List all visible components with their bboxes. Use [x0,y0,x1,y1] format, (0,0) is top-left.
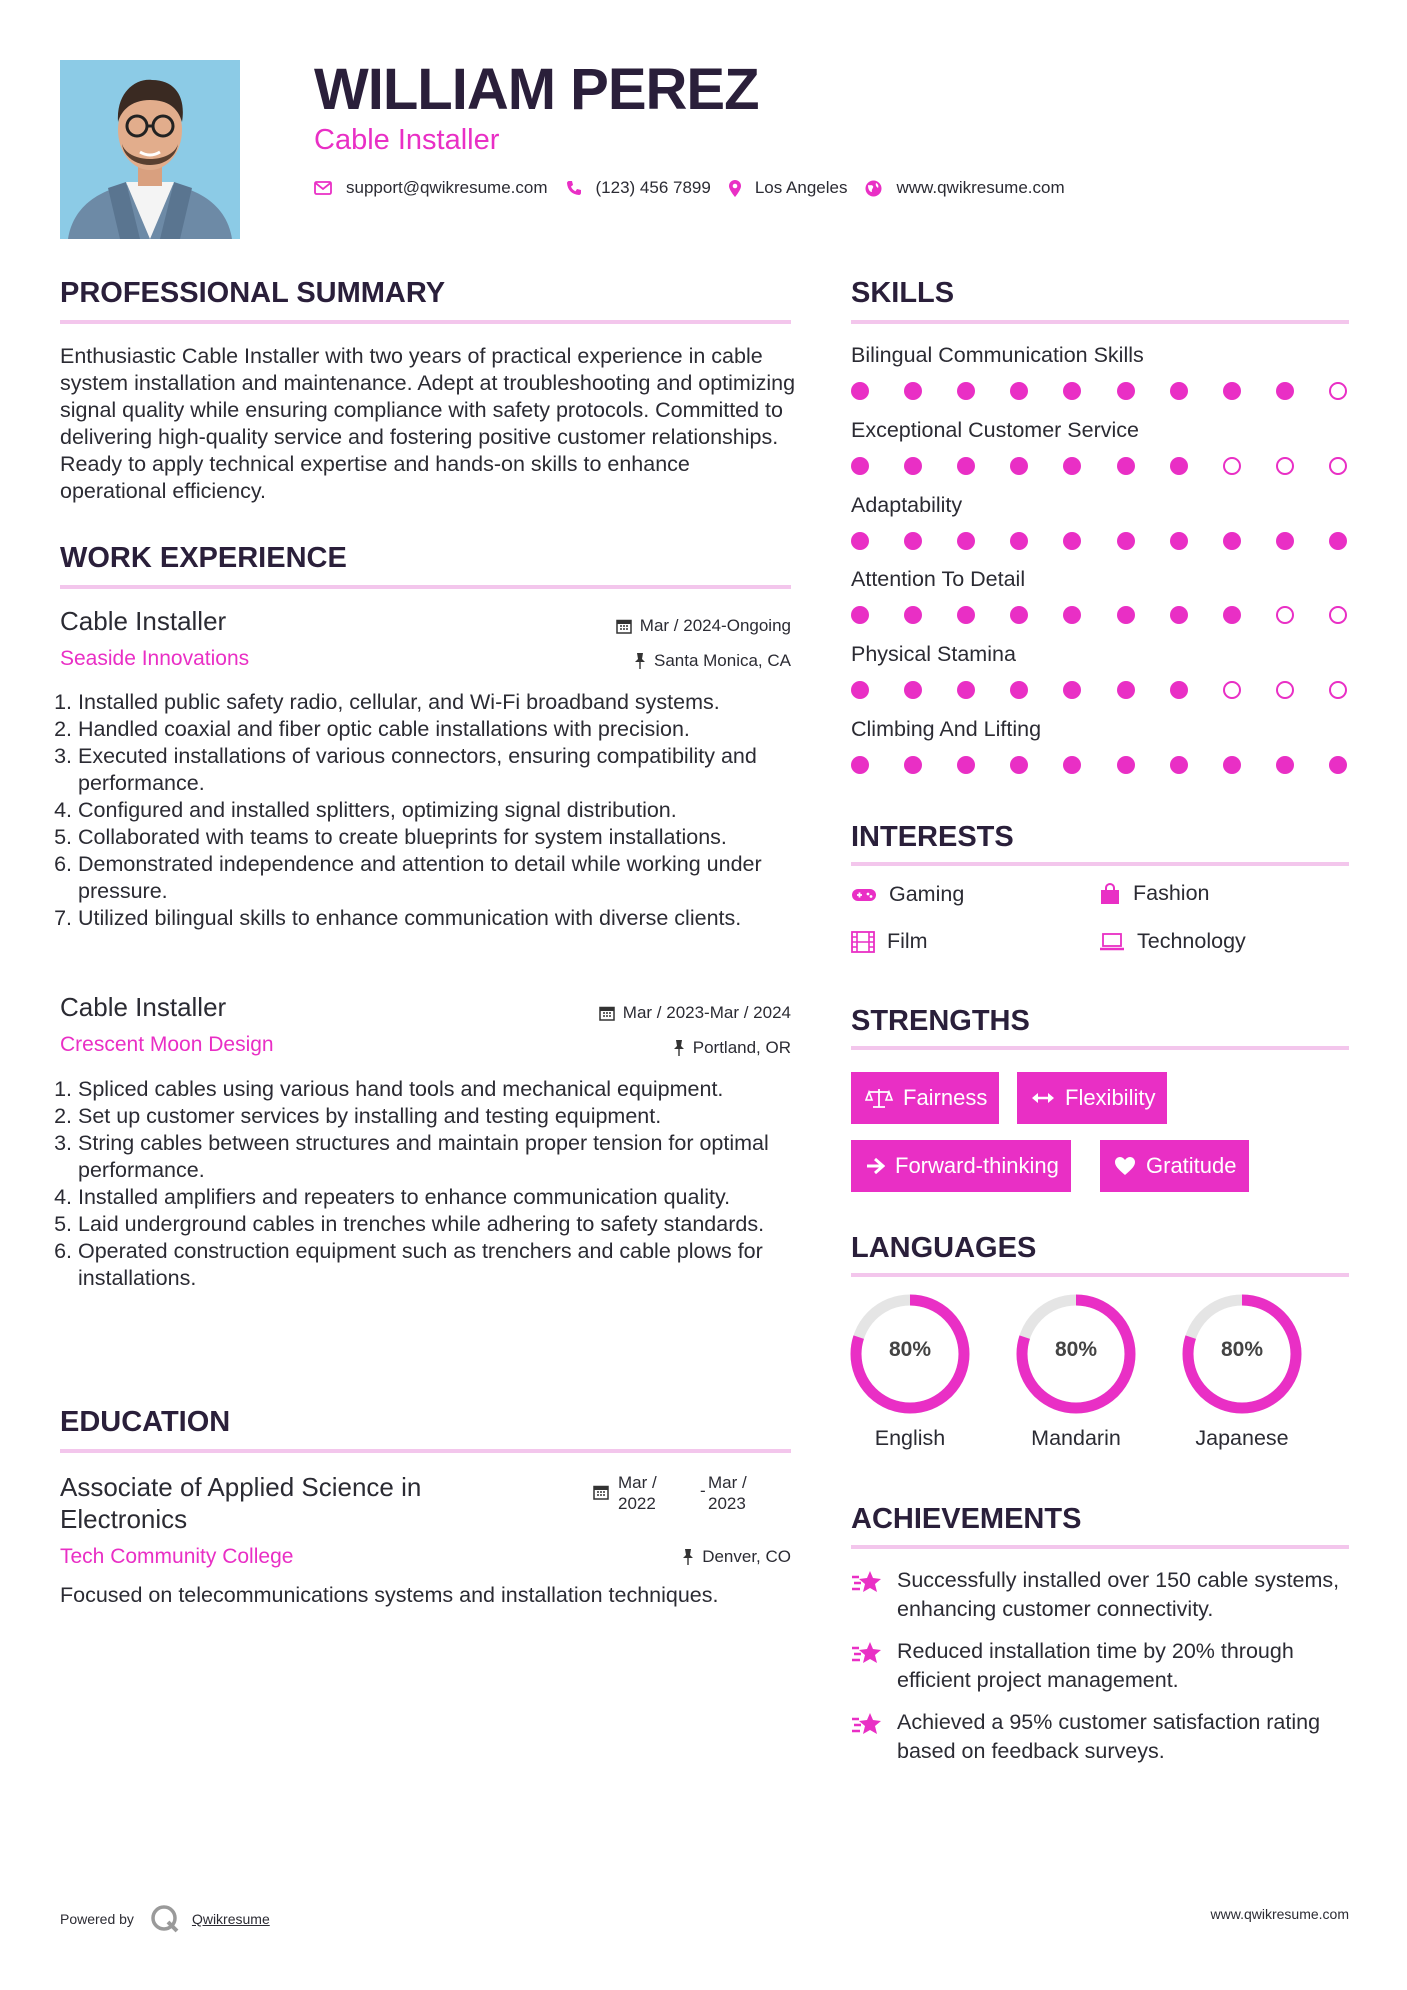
section-divider [60,320,791,324]
job-bullets [60,1076,800,1292]
language-item [1015,1293,1137,1450]
company-name: Crescent Moon Design [60,1033,274,1056]
rating-dot-filled [1117,681,1135,699]
pushpin-icon [634,653,646,669]
candidate-role: Cable Installer [314,124,500,156]
edu-start-year: 2022 [618,1494,656,1513]
rating-dot-filled [1010,681,1028,699]
double-arrow-icon [1031,1091,1055,1105]
rating-dot-filled [957,457,975,475]
skill-rating [851,457,1349,477]
work-heading: WORK EXPERIENCE [60,542,347,574]
edu-end-year: 2023 [708,1494,746,1513]
skill-name: Adaptability [851,493,963,517]
achievement-text: Achieved a 95% customer satisfaction rating based on feedback surveys. [897,1710,1321,1763]
list-item: 3. String cables between structures and maintain proper tension for optimal performance. [78,1130,800,1184]
skill-name: Physical Stamina [851,642,1016,666]
job-location [673,1038,791,1058]
job-title: Cable Installer [60,992,227,1022]
rating-dot-filled [1276,532,1294,550]
strength-label: Fairness [903,1085,988,1110]
list-item: 5. Collaborated with teams to create blueprints for system installations. [78,824,800,851]
contact-phone[interactable] [566,178,711,198]
language-item [849,1293,971,1450]
strength-label: Forward-thinking [895,1153,1059,1178]
list-item: 4. Installed amplifiers and repeaters to enhance communication quality. [78,1184,800,1211]
language-name: English [874,1426,946,1450]
rating-dot-filled [1170,382,1188,400]
edu-date-dash: - [700,1481,706,1500]
location-text: Los Angeles [754,178,848,197]
education-location [682,1547,791,1567]
strength-tag [1017,1072,1167,1124]
section-divider [851,320,1349,324]
arrow-right-icon [865,1157,885,1175]
job-dates-text: Mar / 2024-Ongoing [639,616,791,635]
rating-dot-filled [851,756,869,774]
contact-email[interactable] [314,178,548,198]
rating-dot-filled [851,681,869,699]
job-location [634,651,791,671]
strength-tag [851,1140,1071,1192]
list-item: 3. Executed installations of various connectors, ensuring compatibility and performance. [78,743,800,797]
rating-dot-filled [1063,681,1081,699]
achievement-item [851,1637,1351,1695]
language-name: Japanese [1195,1426,1289,1450]
rating-dot-filled [851,382,869,400]
rating-dot-filled [1010,382,1028,400]
rating-dot-filled [1117,606,1135,624]
rating-dot-filled [1170,756,1188,774]
rating-dot-filled [851,532,869,550]
rating-dot-filled [1170,532,1188,550]
list-item: 5. Laid underground cables in trenches while adhering to safety standards. [78,1211,800,1238]
list-item: 6. Demonstrated independence and attention to detail while working under pressure. [78,851,800,905]
section-divider [851,1046,1349,1050]
calendar-icon [616,618,632,634]
rating-dot-filled [1170,681,1188,699]
skill-name: Climbing And Lifting [851,717,1042,741]
powered-by-text: Powered by [60,1911,134,1927]
rating-dot-empty [1329,606,1347,624]
rating-dot-filled [904,606,922,624]
rating-dot-filled [1010,457,1028,475]
website-text: www.qwikresume.com [896,178,1065,197]
rating-dot-filled [1223,756,1241,774]
qwikresume-logo-icon [150,1904,180,1934]
education-description: Focused on telecommunications systems and installation techniques. [60,1583,719,1607]
skill-rating [851,681,1349,701]
list-item: 6. Operated construction equipment such as trenchers and cable plows for installations. [78,1238,800,1292]
phone-icon [566,180,582,196]
rating-dot-filled [904,756,922,774]
skill-rating [851,756,1349,776]
rating-dot-filled [904,382,922,400]
rating-dot-filled [957,382,975,400]
map-pin-icon [729,180,741,197]
rating-dot-filled [1010,532,1028,550]
rating-dot-empty [1329,382,1347,400]
phone-text: (123) 456 7899 [595,178,711,197]
contact-website[interactable] [865,178,1064,198]
edu-end-month: Mar / [708,1473,747,1492]
rating-dot-empty [1329,457,1347,475]
achievement-item [851,1566,1351,1624]
rating-dot-empty [1223,457,1241,475]
degree-title: Associate of Applied Science in Electronics [60,1472,422,1534]
rating-dot-filled [1117,382,1135,400]
strength-tag [1100,1140,1249,1192]
list-item: 4. Configured and installed splitters, optimizing signal distribution. [78,797,800,824]
rating-dot-filled [1223,382,1241,400]
gamepad-icon [851,887,877,903]
language-percent: 80% [1054,1338,1098,1361]
skills-heading: SKILLS [851,277,955,309]
rating-dot-filled [1063,606,1081,624]
email-text: support@qwikresume.com [346,178,548,197]
section-divider [851,1545,1349,1549]
calendar-icon [593,1484,609,1500]
rating-dot-filled [904,532,922,550]
section-divider [851,862,1349,866]
rating-dot-empty [1223,681,1241,699]
rating-dot-filled [1063,382,1081,400]
skill-rating [851,532,1349,552]
laptop-icon [1099,932,1125,952]
shooting-star-icon [851,1639,883,1667]
job-location-text: Santa Monica, CA [653,651,791,670]
edu-start-month: Mar / [618,1473,657,1492]
achievement-item [851,1708,1351,1766]
skill-name: Attention To Detail [851,567,1026,591]
interest-item [851,929,928,954]
rating-dot-filled [1276,382,1294,400]
strength-label: Gratitude [1146,1153,1237,1178]
section-divider [60,1449,791,1453]
list-item: 2. Set up customer services by installing and testing equipment. [78,1103,800,1130]
profile-photo [60,60,240,239]
job-dates [599,1003,791,1023]
skill-rating [851,606,1349,626]
section-divider [60,585,791,589]
job-dates [616,616,791,636]
rating-dot-filled [1223,606,1241,624]
language-percent: 80% [888,1338,932,1361]
summary-text: Enthusiastic Cable Installer with two years of practical experience in cable system installation and maintenance. Adept at troubleshooting and optimizing signal quality while ensuring compliance with safety protocols. Committed to delivering high-quality service and fostering positive customer relationships. Ready to apply technical expertise and hands-on skills to enhance operational efficiency. [60,344,796,503]
rating-dot-filled [1170,457,1188,475]
school-name: Tech Community College [60,1545,294,1568]
rating-dot-filled [904,457,922,475]
rating-dot-empty [1329,681,1347,699]
globe-icon [865,180,882,197]
rating-dot-filled [1117,532,1135,550]
rating-dot-filled [1223,532,1241,550]
interest-item [1099,881,1210,906]
skill-rating [851,382,1349,402]
rating-dot-filled [1010,756,1028,774]
list-item: 1. Installed public safety radio, cellular, and Wi-Fi broadband systems. [78,689,800,716]
achievement-text: Successfully installed over 150 cable systems, enhancing customer connectivity. [897,1568,1340,1621]
qwikresume-link[interactable]: Qwikresume [191,1911,270,1927]
rating-dot-filled [851,606,869,624]
skill-name: Bilingual Communication Skills [851,343,1144,367]
film-icon [851,931,875,953]
rating-dot-filled [957,532,975,550]
interest-label: Gaming [889,882,965,906]
education-location-text: Denver, CO [702,1547,791,1566]
languages-heading: LANGUAGES [851,1232,1037,1264]
rating-dot-filled [1063,457,1081,475]
rating-dot-filled [1063,532,1081,550]
interest-item [1099,929,1246,954]
language-item [1181,1293,1303,1450]
rating-dot-empty [1276,457,1294,475]
language-percent: 80% [1220,1338,1264,1361]
rating-dot-filled [851,457,869,475]
footer-website[interactable]: www.qwikresume.com [1210,1906,1349,1922]
achievements-heading: ACHIEVEMENTS [851,1503,1082,1535]
pushpin-icon [682,1549,694,1565]
shooting-star-icon [851,1710,883,1738]
interest-item [851,882,964,907]
envelope-icon [314,181,332,195]
job-title: Cable Installer [60,606,227,636]
language-name: Mandarin [1031,1426,1121,1450]
list-item: 7. Utilized bilingual skills to enhance communication with diverse clients. [78,905,800,932]
pushpin-icon [673,1040,685,1056]
shooting-star-icon [851,1568,883,1596]
list-item: 1. Spliced cables using various hand tools and mechanical equipment. [78,1076,800,1103]
rating-dot-filled [1117,756,1135,774]
list-item: 2. Handled coaxial and fiber optic cable installations with precision. [78,716,800,743]
strengths-heading: STRENGTHS [851,1005,1030,1037]
heart-icon [1114,1156,1136,1176]
rating-dot-filled [957,606,975,624]
rating-dot-filled [1117,457,1135,475]
job-location-text: Portland, OR [692,1038,791,1057]
section-divider [851,1273,1349,1277]
strength-label: Flexibility [1065,1085,1156,1110]
rating-dot-empty [1276,606,1294,624]
rating-dot-filled [957,681,975,699]
rating-dot-filled [1063,756,1081,774]
rating-dot-filled [1329,756,1347,774]
rating-dot-filled [1329,532,1347,550]
achievement-text: Reduced installation time by 20% through efficient project management. [897,1639,1294,1692]
contact-bar [314,178,1083,198]
strength-tag [851,1072,999,1124]
rating-dot-filled [957,756,975,774]
shopping-bag-icon [1099,883,1121,905]
rating-dot-filled [904,681,922,699]
scale-icon [865,1087,893,1109]
education-heading: EDUCATION [60,1406,231,1438]
candidate-name: WILLIAM PEREZ [314,57,759,122]
interest-label: Fashion [1133,881,1210,905]
interest-label: Technology [1137,929,1246,953]
rating-dot-empty [1276,681,1294,699]
job-bullets [60,689,800,932]
contact-location [729,178,848,198]
company-name: Seaside Innovations [60,647,250,670]
rating-dot-filled [1170,606,1188,624]
job-dates-text: Mar / 2023-Mar / 2024 [622,1003,791,1022]
interest-label: Film [887,929,928,953]
footer-powered [60,1904,270,1934]
skill-name: Exceptional Customer Service [851,418,1139,442]
rating-dot-filled [1010,606,1028,624]
interests-heading: INTERESTS [851,821,1014,853]
summary-heading: PROFESSIONAL SUMMARY [60,277,446,309]
calendar-icon [599,1005,615,1021]
rating-dot-filled [1276,756,1294,774]
